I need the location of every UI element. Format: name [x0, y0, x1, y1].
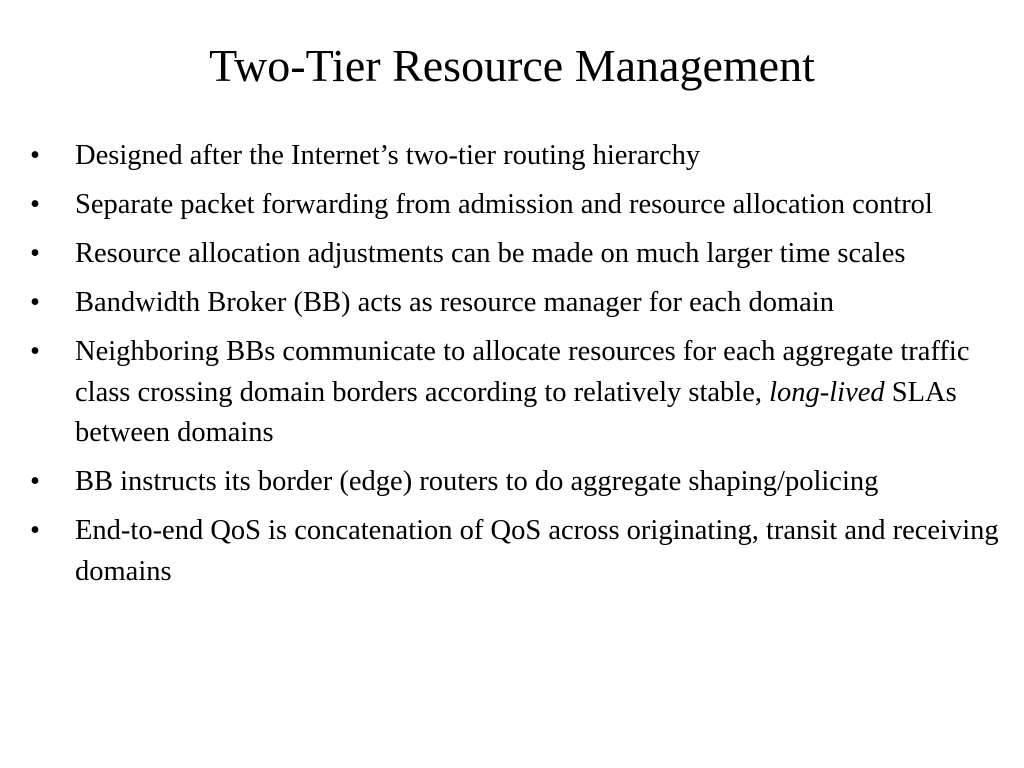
bullet-text: Resource allocation adjustments can be made on much larger time scales: [75, 238, 906, 269]
bullet-icon: •: [30, 238, 40, 269]
bullet-item: [30, 332, 1000, 454]
bullet-text: BB instructs its border (edge) routers to do aggregate shaping/policing: [75, 466, 879, 497]
bullet-text: Bandwidth Broker (BB) acts as resource manager for each domain: [75, 287, 834, 318]
bullet-icon: •: [30, 140, 40, 171]
bullet-text-after: SLAs between domains: [75, 376, 957, 448]
bullet-text: Designed after the Internet’s two-tier routing hierarchy: [75, 140, 701, 171]
slide-title: Two-Tier Resource Management: [209, 40, 815, 91]
bullet-icon: •: [30, 287, 40, 318]
bullet-icon: •: [30, 466, 40, 497]
bullet-icon: •: [30, 515, 40, 546]
bullet-text: End-to-end QoS is concatenation of QoS across originating, transit and receiving domains: [75, 515, 999, 587]
bullet-icon: •: [30, 189, 40, 220]
bullet-icon: •: [30, 336, 40, 367]
bullet-item: [30, 283, 1000, 324]
bullet-list: [30, 136, 1000, 601]
bullet-text: Separate packet forwarding from admission and resource allocation control: [75, 189, 933, 220]
bullet-item: [30, 185, 1000, 226]
bullet-item: [30, 511, 1000, 592]
bullet-text-emphasis: long-lived: [769, 376, 885, 408]
bullet-text-before: Neighboring BBs communicate to allocate resources for each aggregate traffic class crossing domain borders according to relatively stable,: [75, 336, 970, 408]
bullet-item: [30, 462, 1000, 503]
bullet-item: [30, 234, 1000, 275]
bullet-item: [30, 136, 1000, 177]
